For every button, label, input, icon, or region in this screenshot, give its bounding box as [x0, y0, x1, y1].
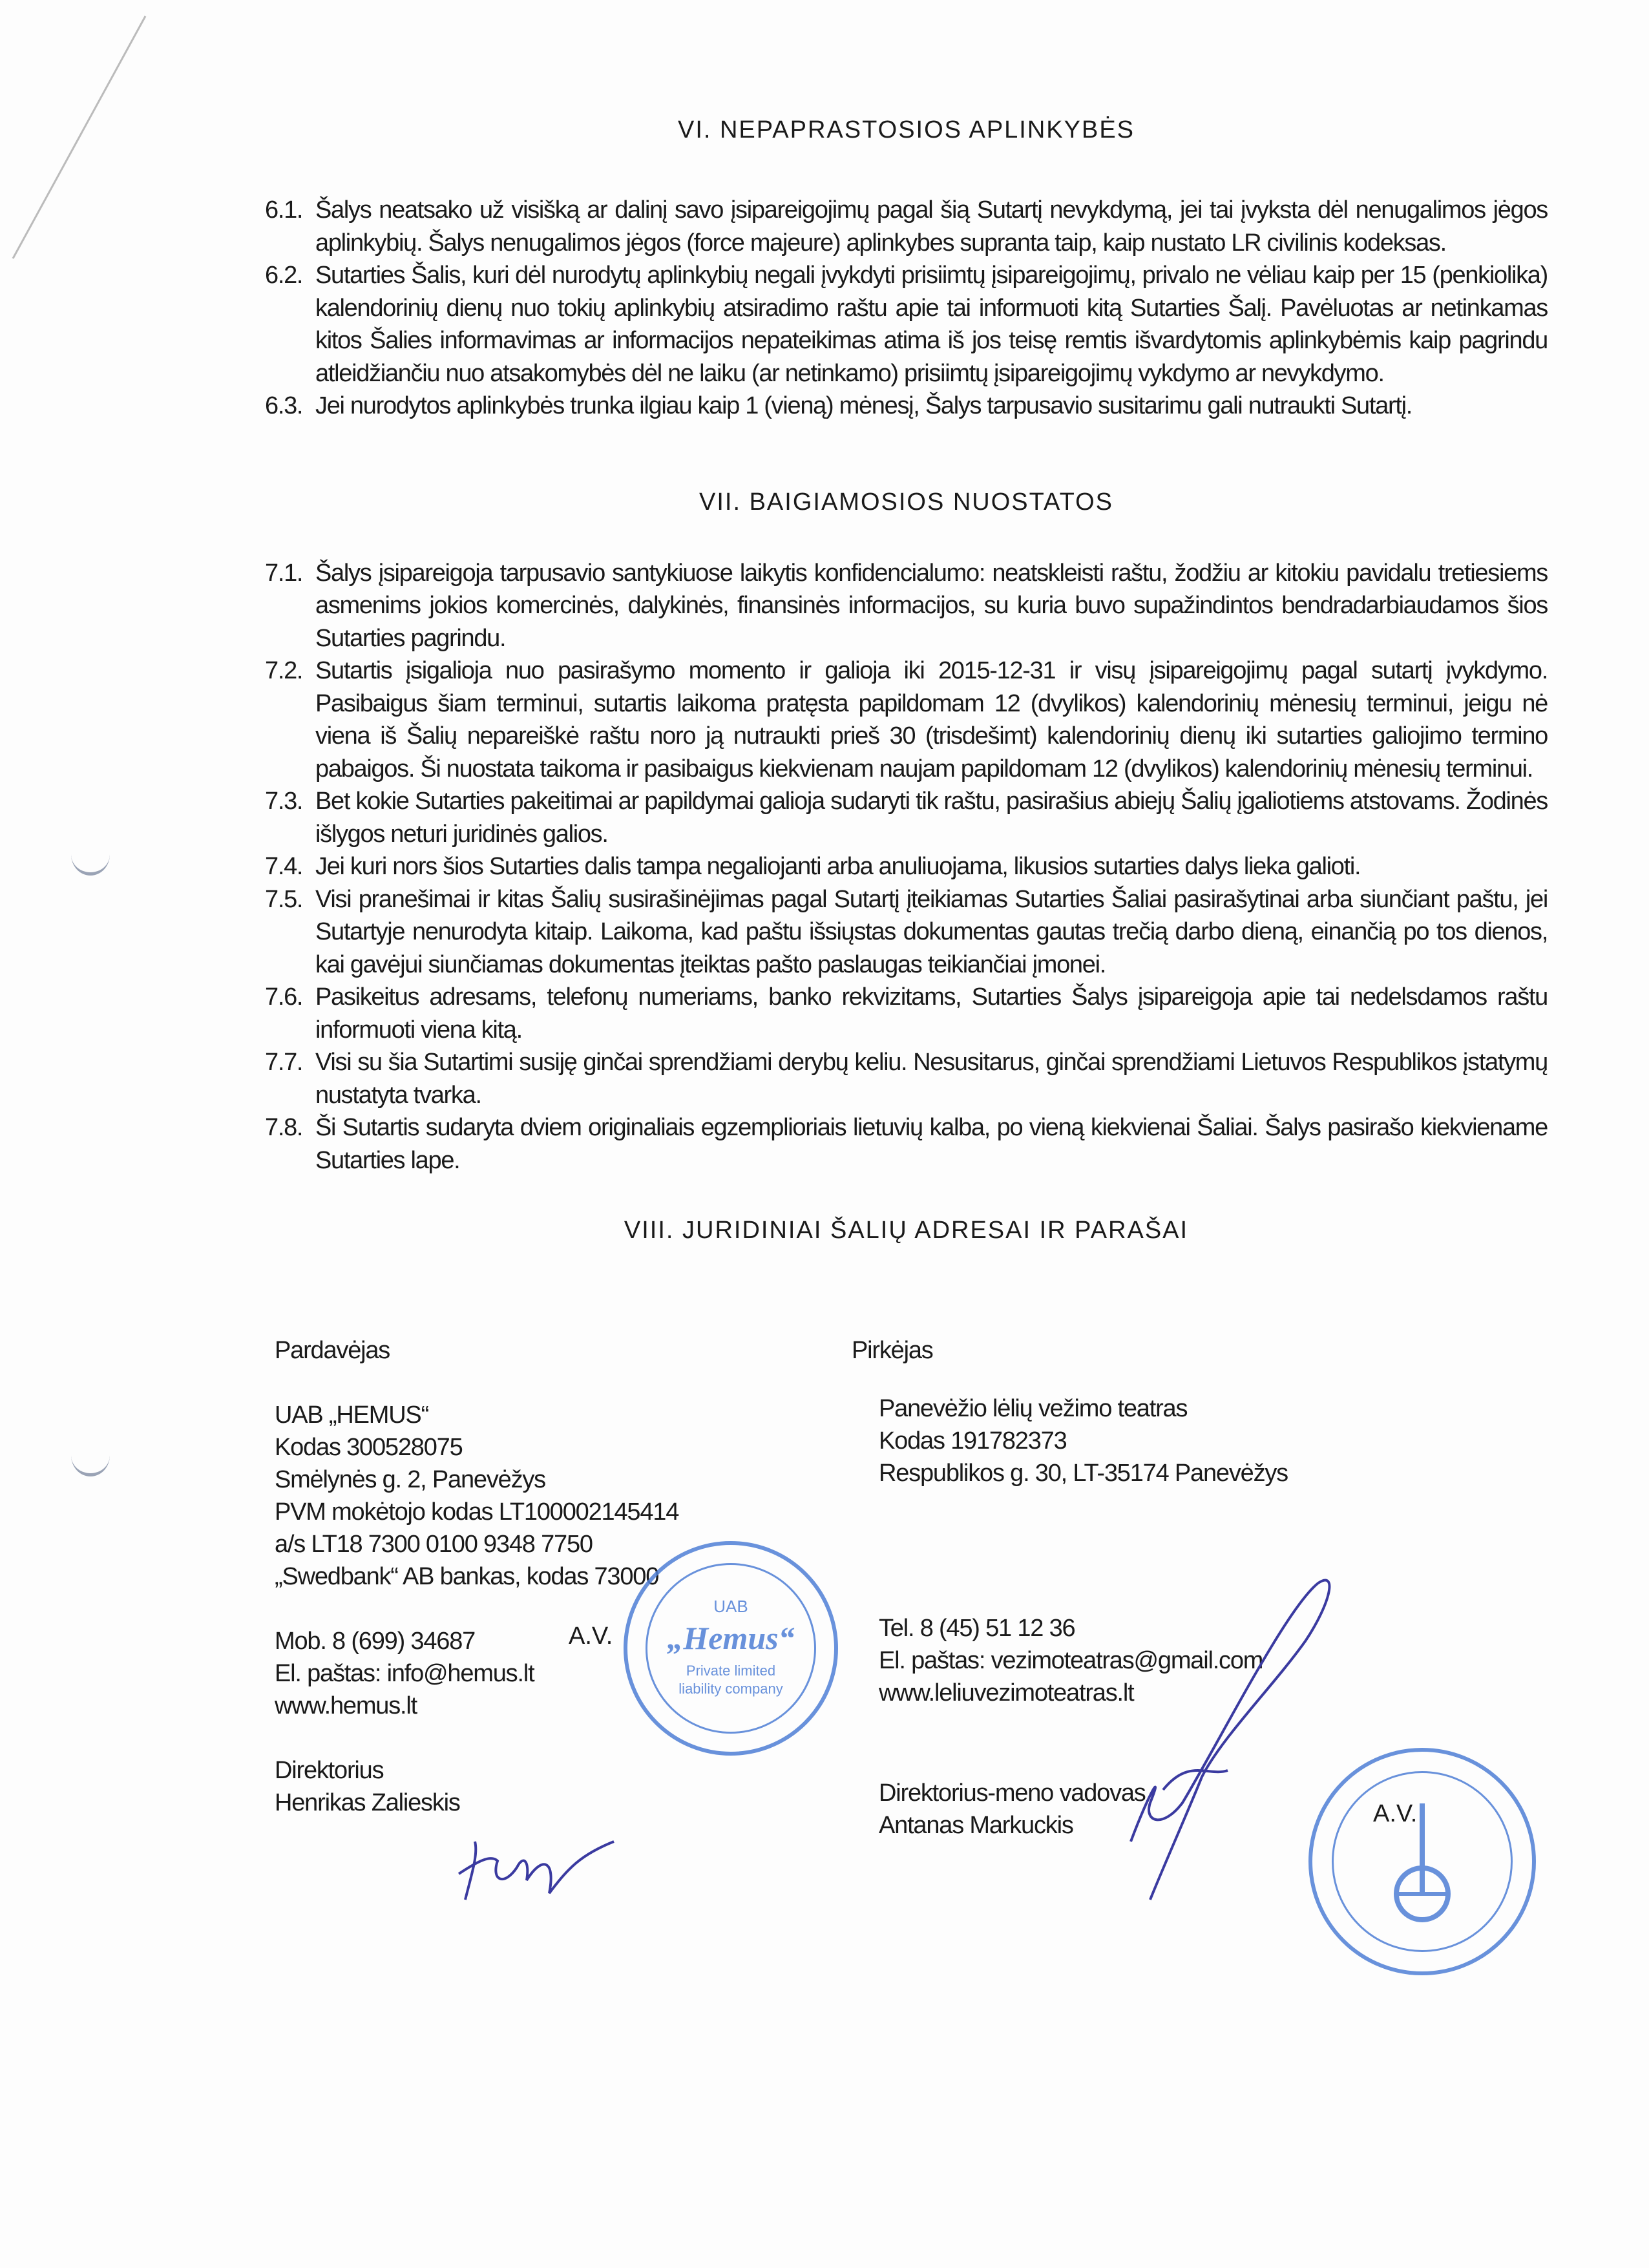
clause-number: 7.5. [265, 885, 303, 913]
buyer-block [852, 1334, 933, 1367]
clause-number: 7.3. [265, 788, 303, 815]
clause-text: Visi pranešimai ir kitas Šalių susirašinėjimas pagal Sutartį įteikiamas Sutarties Šaliai pasirašytinai arba siunčiant paštu, jei Sutartyje nenurodyta kitaip. Laikoma, kad paštu išsiųstas dokumentas gautas trečią darbo dieną, einančią po tos dienos, kai gavėjui siunčiamas dokumentas įteiktas pašto paslaugas teikiančiai įmonei. [315, 885, 1548, 978]
clause-text: Pasikeitus adresams, telefonų numeriams, banko rekvizitams, Sutarties Šalys įsipareigoja apie tai nedelsdamos raštu informuoti viena kitą. [315, 983, 1548, 1044]
buyer-signatory-block [879, 1777, 1146, 1842]
clause-text: Jei nurodytos aplinkybės trunka ilgiau kaip 1 (vieną) mėnesį, Šalys tarpusavio susitarimu gali nutraukti Sutartį. [315, 392, 1412, 419]
clause-text: Jei kuri nors šios Sutarties dalis tampa negaliojanti arba anuliuojama, likusios sutarties dalys lieka galioti. [315, 853, 1361, 880]
clause-number: 6.1. [265, 196, 303, 224]
stamp-brand: „Hemus“ [667, 1620, 795, 1656]
clause-7-1 [265, 557, 1548, 655]
clause-7-2 [265, 655, 1548, 785]
clause-7-6 [265, 981, 1548, 1046]
stamp-sub2: liability company [678, 1681, 783, 1697]
seller-phone: Mob. 8 (699) 34687 [275, 1628, 476, 1655]
buyer-phone: Tel. 8 (45) 51 12 36 [879, 1615, 1075, 1642]
buyer-signatory: Antanas Markuckis [879, 1812, 1073, 1839]
buyer-label: Pirkėjas [852, 1337, 933, 1364]
buyer-website: www.leliuvezimoteatras.lt [879, 1679, 1134, 1706]
stamp-sub1: Private limited [686, 1663, 776, 1679]
clause-text: Visi su šia Sutartimi susiję ginčai sprendžiami derybų keliu. Nesusitarus, ginčai sprendžiami Lietuvos Respublikos įstatymų nustatyta tvarka. [315, 1049, 1548, 1109]
buyer-email: El. paštas: vezimoteatras@gmail.com [879, 1647, 1263, 1674]
clause-7-4 [265, 850, 1548, 883]
clause-number: 7.1. [265, 559, 303, 587]
clause-7-7 [265, 1046, 1548, 1111]
clause-text: Ši Sutartis sudaryta dviem originaliais egzemplioriais lietuvių kalba, po vieną kiekvienai Šaliai. Šalys pasirašo kiekviename Sutarties lape. [315, 1114, 1548, 1174]
clause-number: 7.6. [265, 983, 303, 1011]
clause-7-5 [265, 883, 1548, 982]
buyer-details [879, 1392, 1288, 1489]
section-heading-vii: VII. BAIGIAMOSIOS NUOSTATOS [699, 488, 1113, 516]
seller-account: a/s LT18 7300 0100 9348 7750 [275, 1531, 593, 1558]
clause-number: 7.4. [265, 853, 303, 880]
seller-role: Direktorius [275, 1757, 384, 1784]
seller-website: www.hemus.lt [275, 1692, 417, 1719]
buyer-signature [1124, 1544, 1370, 1906]
clause-number: 6.2. [265, 262, 303, 289]
seller-signature [452, 1816, 659, 1906]
document-body [265, 115, 1548, 1980]
seller-code: Kodas 300528075 [275, 1434, 463, 1461]
clause-text: Sutartis įsigalioja nuo pasirašymo momento ir galioja iki 2015-12-31 ir visų įsipareigojimų pagal sutartį įvykdymo. Pasibaigus šiam terminui, sutartis laikoma pratęsta papildomam 12 (dvylikos) kalendorinių mėnesių terminui, jeigu nė viena iš Šalių nepareiškė raštu noro ją nutraukti prieš 30 (trisdešimt) kalendorinių dienų iki sutarties galiojimo termino pabaigos. Ši nuostata taikoma ir pasibaigus kiekvienam naujam papildomam 12 (dvylikos) kalendorinių mėnesių terminui. [315, 657, 1548, 782]
clause-text: Šalys neatsako už visišką ar dalinį savo įsipareigojimų pagal šią Sutartį nevykdymą, jei tai įvyksta dėl nenugalimos jėgos aplinkybių. Šalys nenugalimos jėgos (force majeure) aplinkybes supranta taip, kaip nustato LR civilinis kodeksas. [315, 196, 1548, 257]
buyer-address: Respublikos g. 30, LT-35174 Panevėžys [879, 1460, 1288, 1487]
seller-name: UAB „HEMUS“ [275, 1402, 429, 1429]
clause-text: Šalys įsipareigoja tarpusavio santykiuose laikytis konfidencialumo: neatskleisti raštu, žodžiu ar kitokiu pavidalu tretiesiems asmenims jokios komercinės, dalykinės, finansinės informacijos, su kuria buvo supažindintos bendradarbiaudamos šios Sutarties pagrindu. [315, 559, 1548, 652]
buyer-name: Panevėžio lėlių vežimo teatras [879, 1395, 1188, 1422]
punch-hole-mark [71, 834, 110, 876]
clause-6-1 [265, 194, 1548, 259]
section-vii [265, 557, 1548, 1177]
clause-6-3 [265, 390, 1548, 423]
seller-stamp [624, 1541, 838, 1756]
seller-email: El. paštas: info@hemus.lt [275, 1660, 534, 1687]
seller-bank: „Swedbank“ AB bankas, kodas 73000 [275, 1563, 659, 1590]
punch-hole-mark [71, 1434, 110, 1476]
seller-label: Pardavėjas [275, 1337, 390, 1364]
clause-text: Sutarties Šalis, kuri dėl nurodytų aplinkybių negali įvykdyti prisiimtų įsipareigojimų, privalo ne vėliau kaip per 15 (penkiolika) kalendorinių dienų nuo tokių aplinkybių atsiradimo raštu apie tai informuoti kitą Sutarties Šalį. Pavėluotas ar netinkamas kitos Šalies informavimas ar informacijos nepateikimas atima iš jos teisę remtis išvardytomis aplinkybėmis kaip pagrindu atleidžiančiu nuo atsakomybės dėl ne laiku (ar netinkamo) prisiimtų įsipareigojimų vykdymo ar nevykdymo. [315, 262, 1548, 387]
clause-number: 7.2. [265, 657, 303, 684]
section-vi [265, 194, 1548, 423]
clause-6-2 [265, 259, 1548, 390]
clause-number: 7.8. [265, 1114, 303, 1141]
scan-edge-line [0, 0, 155, 271]
clause-7-3 [265, 785, 1548, 850]
seller-vat: PVM mokėtojo kodas LT100002145414 [275, 1498, 679, 1526]
stamp-top-text: UAB [713, 1597, 748, 1616]
section-heading-vi: VI. NEPAPRASTOSIOS APLINKYBĖS [677, 116, 1135, 143]
buyer-code: Kodas 191782373 [879, 1427, 1067, 1454]
seller-block [275, 1334, 678, 1819]
seller-address: Smėlynės g. 2, Panevėžys [275, 1466, 545, 1493]
signatures-area [265, 1334, 1548, 1980]
buyer-role: Direktorius-meno vadovas [879, 1780, 1146, 1807]
clause-number: 6.3. [265, 392, 303, 419]
section-heading-viii: VIII. JURIDINIAI ŠALIŲ ADRESAI IR PARAŠAI [624, 1217, 1189, 1244]
clause-7-8 [265, 1111, 1548, 1177]
buyer-stamp-mark: A.V. [1373, 1800, 1418, 1827]
seller-signatory: Henrikas Zalieskis [275, 1789, 460, 1816]
clause-text: Bet kokie Sutarties pakeitimai ar papildymai galioja sudaryti tik raštu, pasirašius abiejų Šalių įgaliotiems atstovams. Žodinės išlygos neturi juridinės galios. [315, 788, 1548, 848]
clause-number: 7.7. [265, 1049, 303, 1076]
seller-stamp-mark: A.V. [569, 1622, 613, 1650]
